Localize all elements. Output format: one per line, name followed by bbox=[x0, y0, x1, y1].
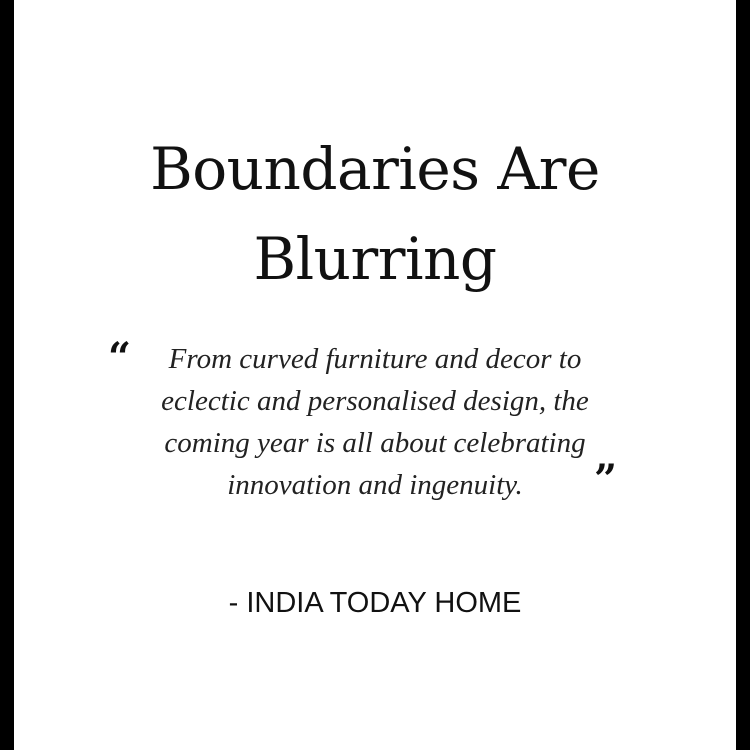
open-quote-icon: “ bbox=[108, 334, 132, 381]
quote-text bbox=[120, 338, 630, 506]
title-line-2: Blurring bbox=[253, 225, 497, 293]
title-line-1: Boundaries Are bbox=[150, 135, 600, 203]
page-title bbox=[0, 124, 750, 304]
quote-line-3: coming year is all about celebrating bbox=[164, 427, 586, 459]
quote-line-4: innovation and ingenuity. bbox=[227, 469, 523, 501]
close-quote-icon: ” bbox=[594, 456, 618, 503]
quote-line-1: From curved furniture and decor to bbox=[168, 343, 582, 375]
quote-line-2: eclectic and personalised design, the bbox=[161, 385, 589, 417]
attribution: - INDIA TODAY HOME bbox=[228, 587, 522, 619]
